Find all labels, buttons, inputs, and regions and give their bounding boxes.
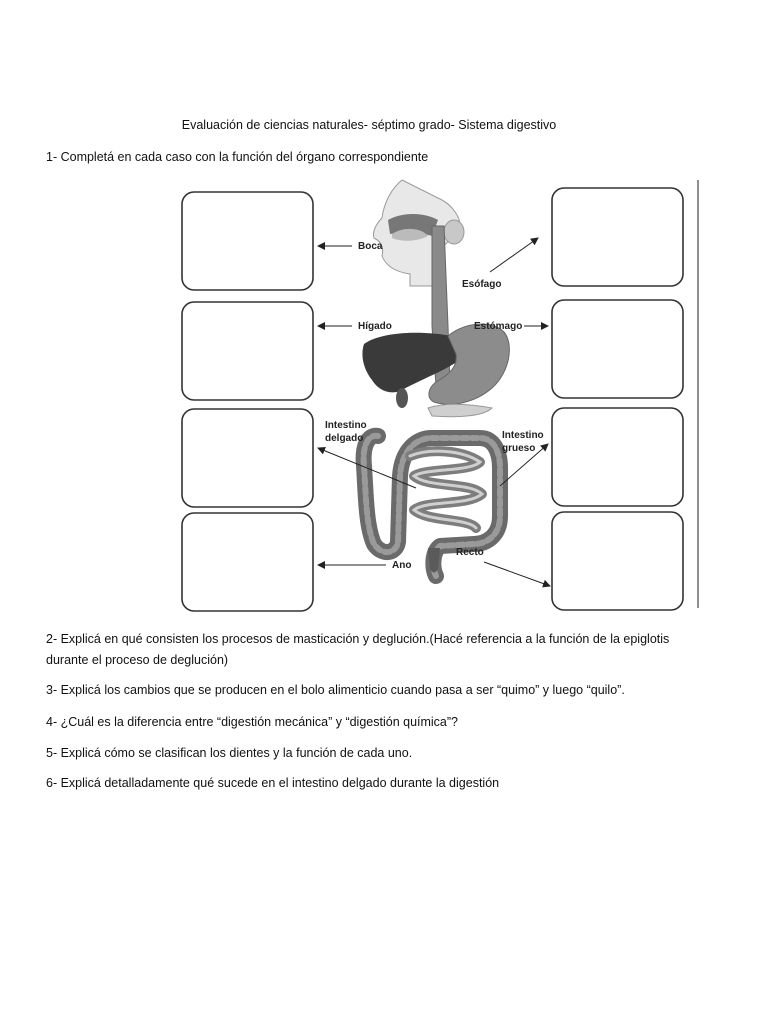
question-2-line-1: 2- Explicá en qué consisten los procesos de masticación y deglución.(Hacé referencia a la función de la epiglotis: [46, 632, 670, 646]
digestive-system-diagram: [170, 176, 710, 622]
question-2-line-2: durante el proceso de deglución): [46, 653, 229, 667]
arrow-esofago: [490, 238, 538, 272]
arrow-recto: [484, 562, 550, 586]
answer-box-estomago[interactable]: [552, 300, 683, 398]
salivary-gland: [444, 220, 464, 244]
label-ano: Ano: [392, 560, 412, 571]
answer-box-ano[interactable]: [182, 513, 313, 611]
label-recto: Recto: [456, 547, 484, 558]
question-4: 4- ¿Cuál es la diferencia entre “digestión mecánica” y “digestión química”?: [46, 715, 458, 729]
answer-box-recto[interactable]: [552, 512, 683, 610]
label-esofago: Esófago: [462, 279, 502, 290]
question-5: 5- Explicá cómo se clasifican los dientes y la función de cada uno.: [46, 746, 413, 760]
answer-box-esofago[interactable]: [552, 188, 683, 286]
answer-box-intestino-grueso[interactable]: [552, 408, 683, 506]
answer-box-boca[interactable]: [182, 192, 313, 290]
question-3: 3- Explicá los cambios que se producen en el bolo alimenticio cuando pasa a ser “quimo” y luego “quilo”.: [46, 683, 625, 697]
label-boca: Boca: [358, 241, 383, 252]
label-estomago: Estómago: [474, 321, 523, 332]
page-title: Evaluación de ciencias naturales- séptimo grado- Sistema digestivo: [181, 118, 557, 132]
question-6: 6- Explicá detalladamente qué sucede en el intestino delgado durante la digestión: [46, 776, 500, 790]
question-1: 1- Completá en cada caso con la función del órgano correspondiente: [46, 150, 429, 164]
answer-box-intestino-delgado[interactable]: [182, 409, 313, 507]
label-intestino-delgado-2: delgado: [325, 433, 364, 444]
gallbladder-shape: [396, 388, 408, 408]
label-intestino-delgado-1: Intestino: [325, 420, 367, 431]
digestive-illustration: [362, 180, 509, 576]
label-higado: Hígado: [358, 321, 392, 332]
label-intestino-grueso-1: Intestino: [502, 430, 544, 441]
pancreas-shape: [428, 404, 492, 417]
label-intestino-grueso-2: grueso: [502, 443, 536, 454]
answer-box-higado[interactable]: [182, 302, 313, 400]
